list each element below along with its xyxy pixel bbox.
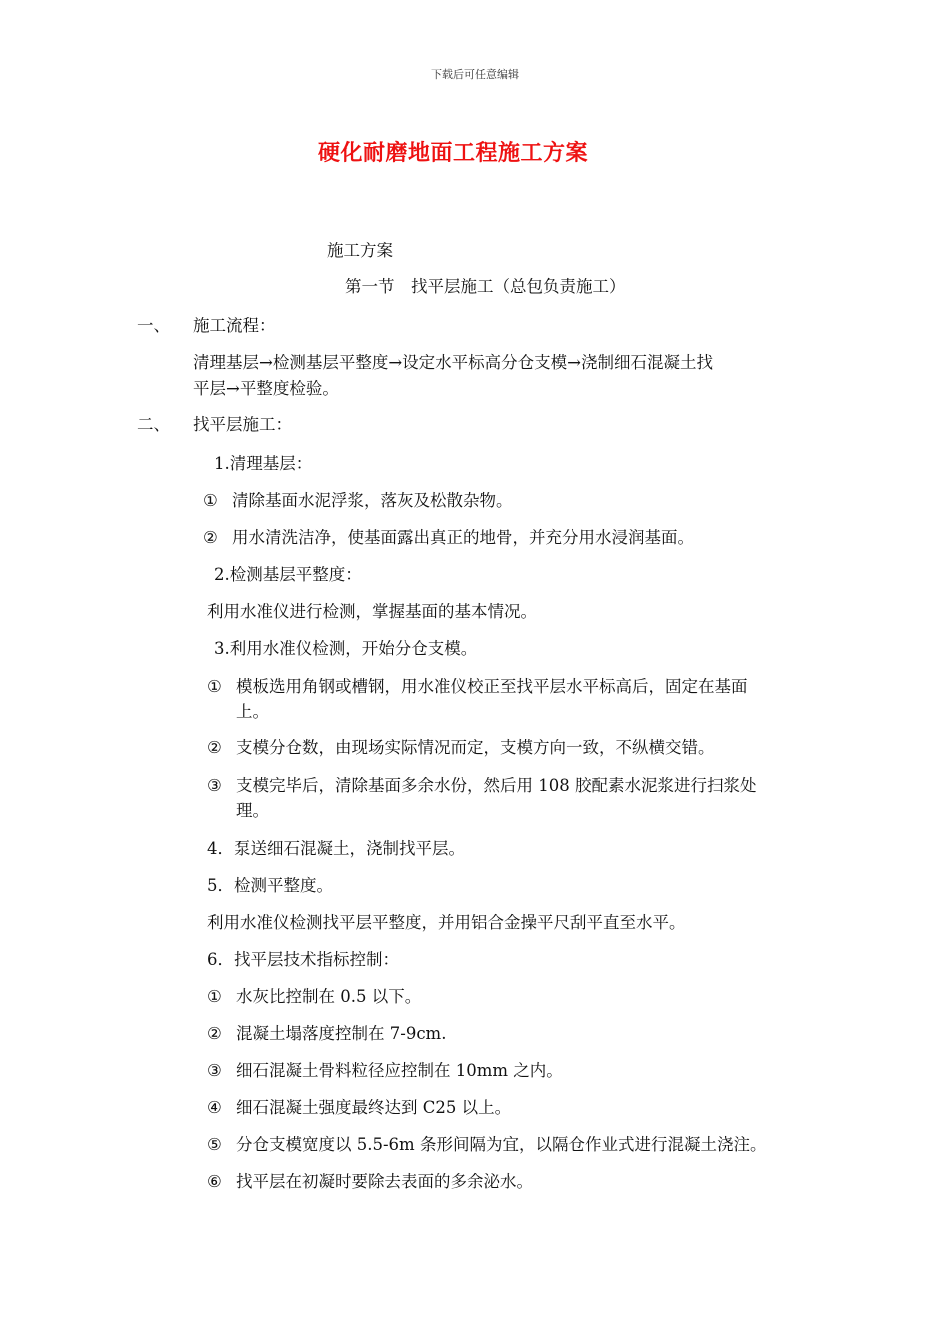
list-item-text: 清除基面水泥浮浆，落灰及松散杂物。	[232, 491, 513, 510]
step4-heading: 4．泵送细石混凝土，浇制找平层。	[207, 839, 465, 858]
step2-heading: 2.检测基层平整度：	[214, 565, 362, 584]
list-item-marker: ②	[207, 738, 222, 757]
flow-text-line1: 清理基层→检测基层平整度→设定水平标高分仓支模→浇制细石混凝土找	[193, 353, 713, 372]
step5-heading: 5．检测平整度。	[207, 876, 333, 895]
list-item-marker: ①	[207, 987, 222, 1006]
list-item-text: 用水清洗洁净，使基面露出真正的地骨，并充分用水浸润基面。	[232, 528, 694, 547]
list-item-marker: ③	[207, 1061, 222, 1080]
list-item-text-line1: 模板选用角钢或槽钢，用水准仪校正至找平层水平标高后，固定在基面	[236, 677, 748, 696]
list-item-marker: ①	[203, 491, 218, 510]
list-item-marker: ③	[207, 776, 222, 795]
part2-label: 找平层施工：	[193, 415, 292, 434]
list-item-text-line2: 理。	[236, 801, 269, 820]
list-item-text: 找平层在初凝时要除去表面的多余泌水。	[236, 1172, 533, 1191]
list-item-marker: ②	[207, 1024, 222, 1043]
part1-label: 施工流程：	[193, 316, 276, 335]
step6-heading: 6．找平层技术指标控制：	[207, 950, 399, 969]
list-item-text: 混凝土塌落度控制在 7-9cm.	[236, 1024, 447, 1043]
list-item-marker: ②	[203, 528, 218, 547]
list-item-marker: ⑤	[207, 1135, 222, 1154]
list-item-text: 细石混凝土骨料粒径应控制在 10mm 之内。	[236, 1061, 563, 1080]
step2-text: 利用水准仪进行检测，掌握基面的基本情况。	[207, 602, 537, 621]
list-item-marker: ⑥	[207, 1172, 222, 1191]
header-note: 下载后可任意编辑	[431, 68, 519, 81]
document-title: 硬化耐磨地面工程施工方案	[317, 140, 588, 166]
part2-number: 二、	[137, 415, 170, 434]
step3-heading: 3.利用水准仪检测，开始分仓支模。	[214, 639, 478, 658]
flow-text-line2: 平层→平整度检验。	[193, 379, 339, 398]
subtitle: 施工方案	[327, 241, 393, 260]
step1-heading: 1.清理基层：	[214, 454, 313, 473]
list-item-marker: ①	[207, 677, 222, 696]
step5-text: 利用水准仪检测找平层平整度，并用铝合金操平尺刮平直至水平。	[207, 913, 686, 932]
part1-number: 一、	[137, 316, 170, 335]
list-item-text: 水灰比控制在 0.5 以下。	[236, 987, 422, 1006]
list-item-text-line2: 上。	[236, 702, 269, 721]
list-item-text: 细石混凝土强度最终达到 C25 以上。	[236, 1098, 512, 1117]
list-item-text-line1: 支模完毕后，清除基面多余水份，然后用 108 胶配素水泥浆进行扫浆处	[236, 776, 757, 795]
list-item-marker: ④	[207, 1098, 222, 1117]
list-item-text: 分仓支模宽度以 5.5-6m 条形间隔为宜，以隔仓作业式进行混凝土浇注。	[236, 1135, 767, 1154]
list-item-text-line1: 支模分仓数，由现场实际情况而定，支模方向一致，不纵横交错。	[236, 738, 715, 757]
section-heading: 第一节 找平层施工（总包负责施工）	[345, 277, 626, 296]
